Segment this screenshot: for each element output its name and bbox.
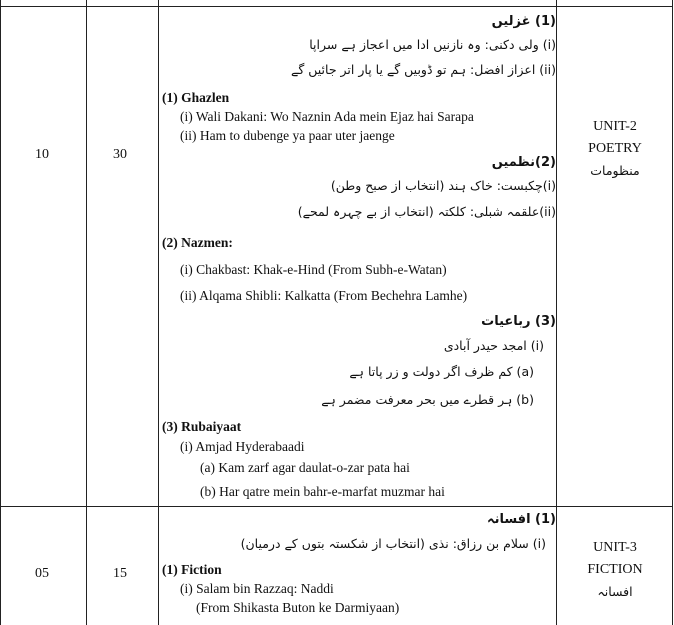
urdu-line: (b) ہر قطرے میں بحر معرفت مضمر ہے xyxy=(321,392,534,407)
list-item: (ii) Alqama Shibli: Kalkatta (From Bechehra Lamhe) xyxy=(180,288,468,303)
section-heading: (1) Fiction xyxy=(162,562,222,577)
unit-number: UNIT-3 xyxy=(593,540,637,555)
urdu-line: (i) ولی دکنی: وہ نازنیں ادا میں اعجاز ہے سراپا xyxy=(309,37,556,52)
table-border xyxy=(158,0,159,625)
unit-title: FICTION xyxy=(587,562,643,577)
list-item: (i) Salam bin Razzaq: Naddi xyxy=(180,581,334,596)
section-heading: (3) Rubaiyaat xyxy=(162,419,242,434)
row-hours: 15 xyxy=(113,566,127,581)
table-border xyxy=(556,0,557,625)
list-item: (ii) Ham to dubenge ya paar uter jaenge xyxy=(180,128,395,143)
urdu-line: (i)چکبست: خاک ہند (انتخاب از صبح وطن) xyxy=(330,178,556,193)
unit-urdu-title: افسانہ xyxy=(597,584,633,599)
list-item: (i) Amjad Hyderabaadi xyxy=(180,439,305,454)
unit-label xyxy=(558,116,672,182)
urdu-line: (a) کم ظرف اگر دولت و زر پاتا ہے xyxy=(349,364,534,379)
list-item: (i) Chakbast: Khak-e-Hind (From Subh-e-Watan) xyxy=(180,262,447,277)
row-divider xyxy=(0,506,673,507)
list-item: (b) Har qatre mein bahr-e-marfat muzmar hai xyxy=(200,484,445,499)
table-border xyxy=(0,0,1,625)
list-item: (i) Wali Dakani: Wo Naznin Ada mein Ejaz hai Sarapa xyxy=(180,109,474,124)
table-border xyxy=(672,0,673,625)
unit-urdu-title: منظومات xyxy=(590,163,640,178)
urdu-heading: (3) رباعیات xyxy=(481,314,556,329)
urdu-heading: (1) افسانہ xyxy=(486,512,556,527)
unit-number: UNIT-2 xyxy=(593,119,637,134)
unit-label xyxy=(558,537,672,603)
section-heading: (1) Ghazlen xyxy=(162,90,230,105)
urdu-heading: (1) غزلیں xyxy=(491,14,556,29)
unit-title: POETRY xyxy=(588,141,642,156)
row-number: 10 xyxy=(35,147,49,162)
list-item: (a) Kam zarf agar daulat-o-zar pata hai xyxy=(200,460,410,475)
table-border xyxy=(86,0,87,625)
list-item: (From Shikasta Buton ke Darmiyaan) xyxy=(196,600,400,615)
row-number: 05 xyxy=(35,566,49,581)
urdu-heading: (2)نظمیں xyxy=(491,155,556,170)
row-hours: 30 xyxy=(113,147,127,162)
urdu-line: (ii)علقمہ شبلی: کلکتہ (انتخاب از بے چہرہ لمحے) xyxy=(297,204,556,219)
section-heading: (2) Nazmen: xyxy=(162,235,233,250)
urdu-line: (ii) اعزاز افضل: ہم تو ڈوبیں گے یا پار اتر جائیں گے xyxy=(291,62,556,77)
row-divider xyxy=(0,6,673,7)
urdu-line: (i) امجد حیدر آبادی xyxy=(443,338,544,353)
urdu-line: (i) سلام بن رزاق: نذی (انتخاب از شکستہ بتوں کے درمیان) xyxy=(240,536,546,551)
